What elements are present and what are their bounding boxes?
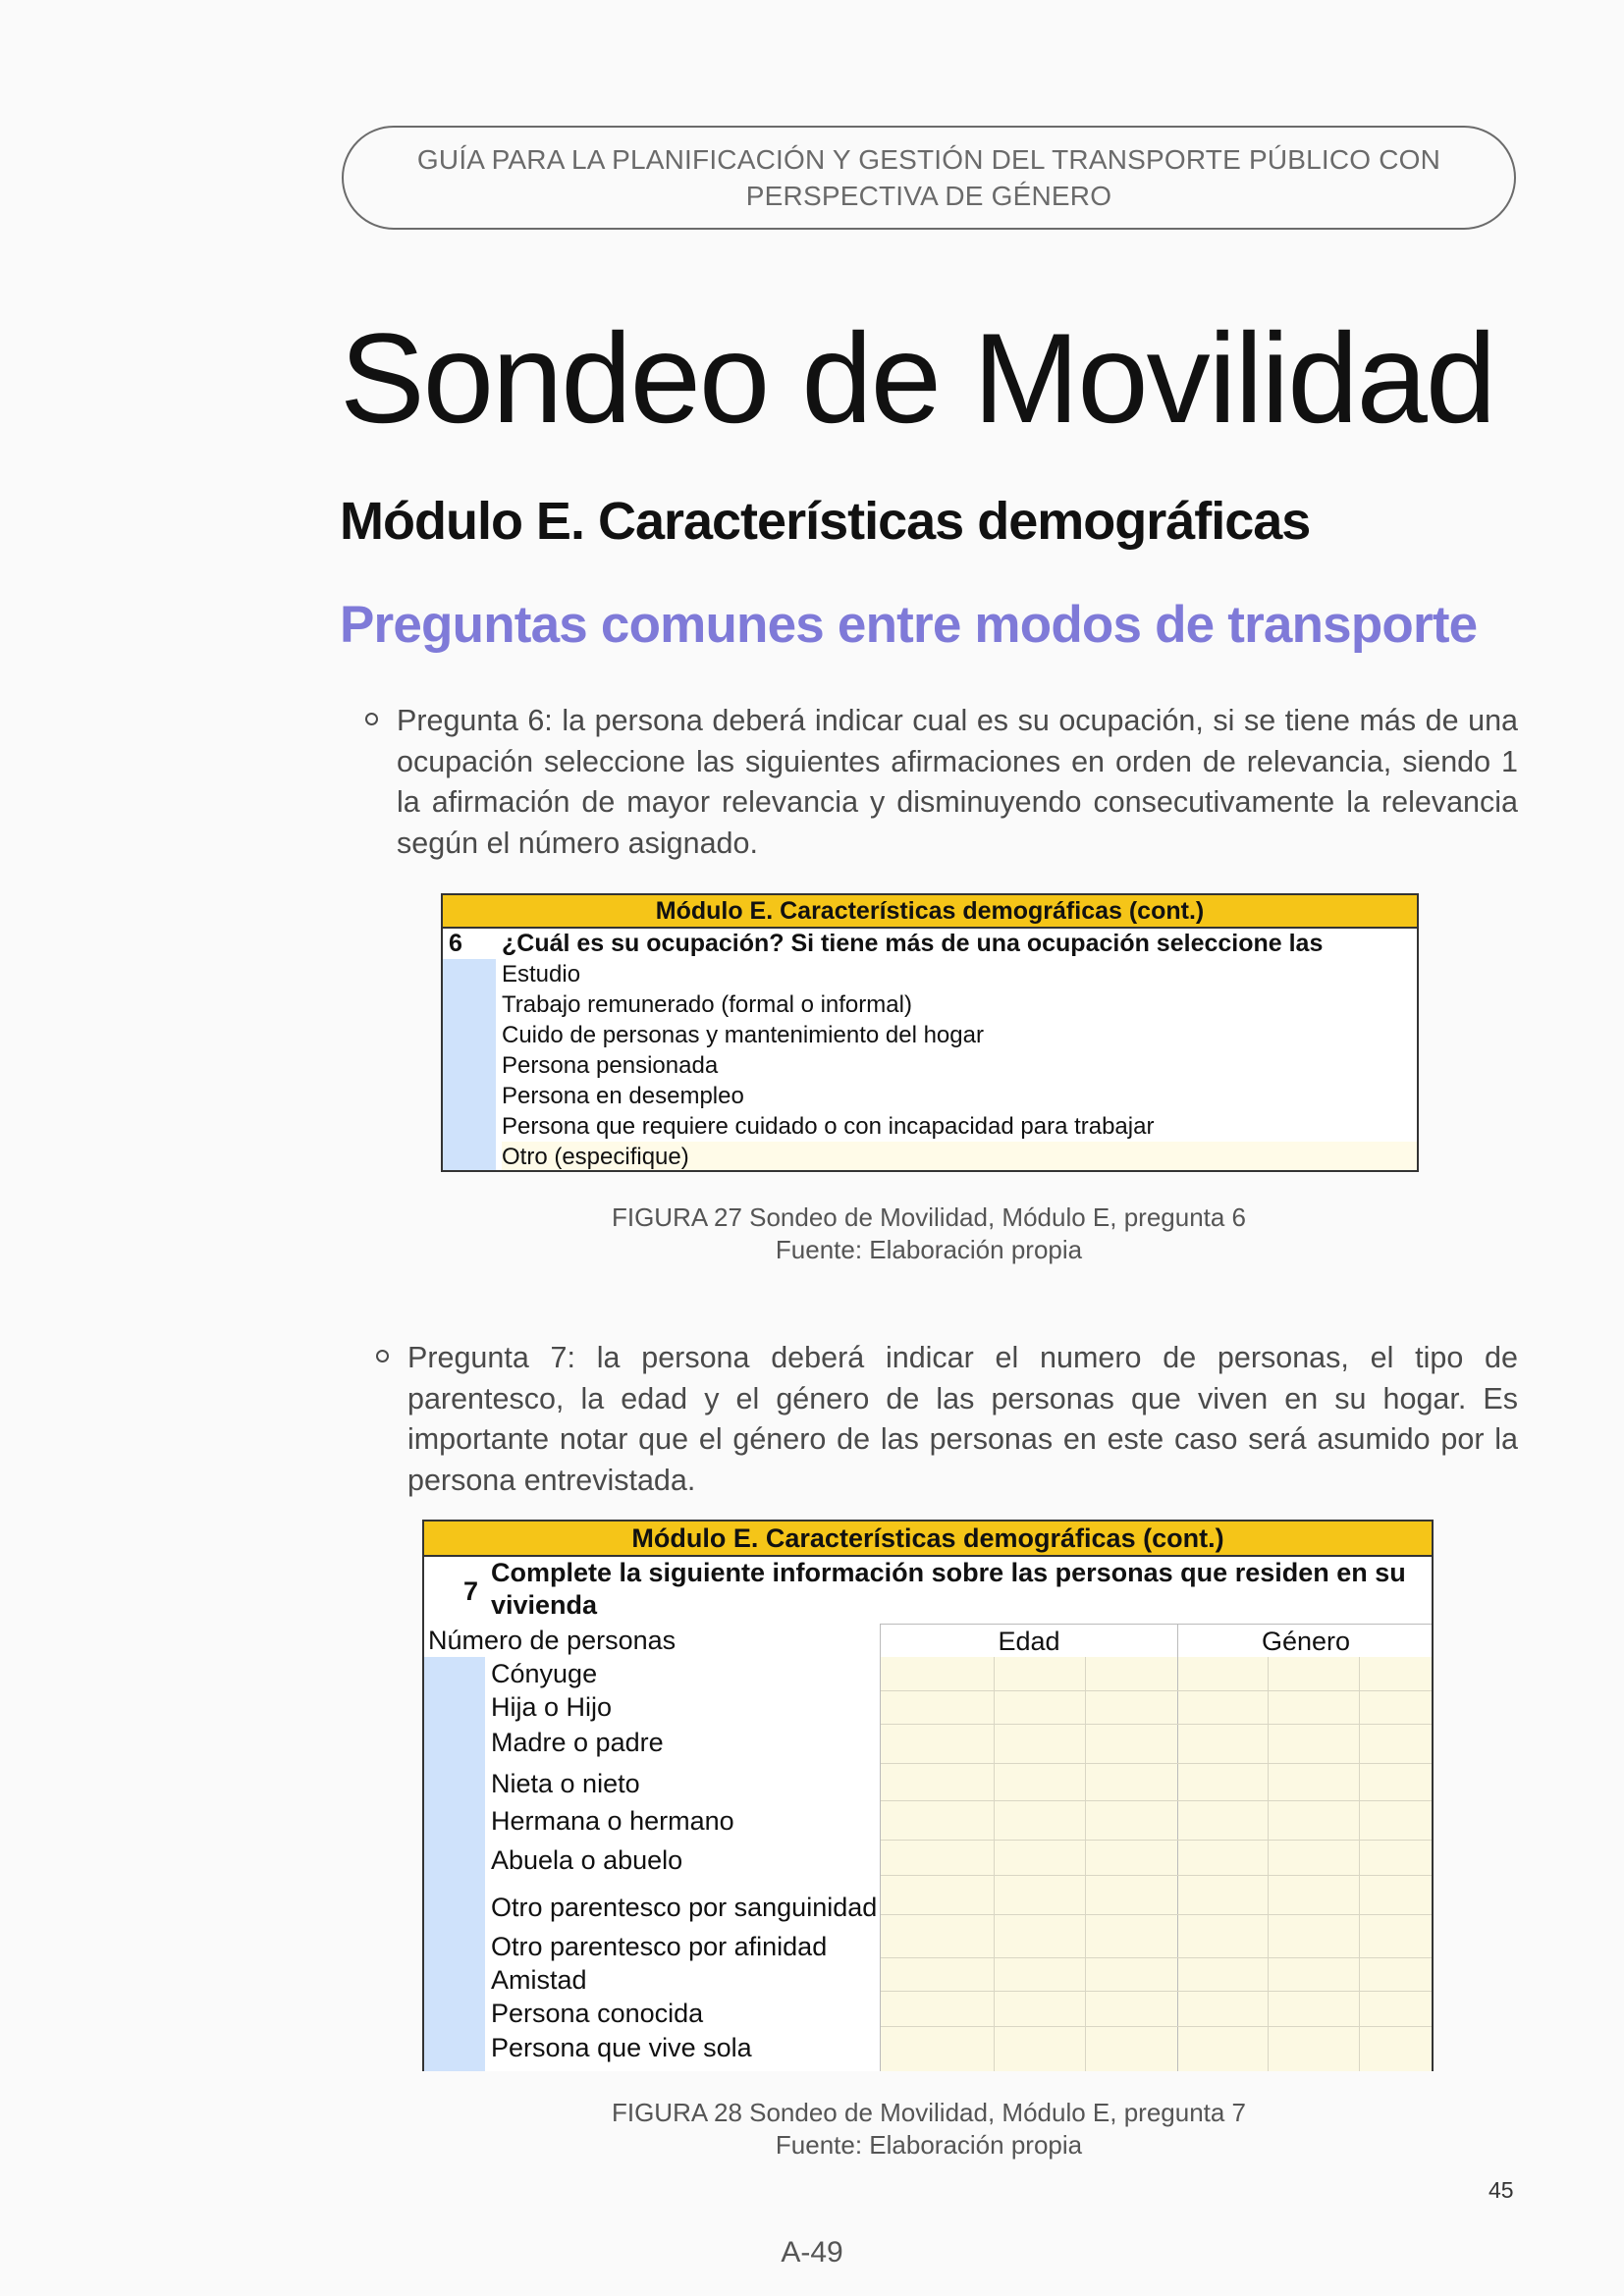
question-number: 7: [463, 1576, 479, 1606]
question-text: Complete la siguiente información sobre las personas que residen en su vivienda: [491, 1558, 1406, 1620]
page-number: 45: [1489, 2177, 1514, 2203]
relation-label: Madre o padre: [491, 1728, 664, 1757]
option-item: Otro (especifique): [502, 1142, 1417, 1172]
answer-input-column: [443, 959, 496, 1170]
cell-divider: [994, 1657, 995, 2071]
option-item: Cuido de personas y mantenimiento del hogar: [502, 1022, 984, 1048]
relation-label: Amistad: [491, 1965, 587, 1995]
figure-28-caption: [342, 2097, 1516, 2162]
relation-label: Hija o Hijo: [491, 1692, 613, 1722]
number-of-persons-label: Número de personas: [428, 1626, 677, 1655]
table-band: Módulo E. Características demográficas (cont.): [424, 1522, 1432, 1557]
caption-source: Fuente: Elaboración propia: [775, 1235, 1083, 1264]
number-input-column: [424, 1657, 485, 2071]
relation-label: Abuela o abuelo: [491, 1845, 683, 1875]
bullet-text: Pregunta 6: la persona deberá indicar cual es su ocupación, si se tiene más de una ocupación seleccione las siguientes afirmaciones en orden de relevancia, siendo 1 la afirmación de mayor relevancia y disminuyendo consecutivamente la relevancia según el número asignado.: [397, 704, 1518, 860]
bullet-circle-icon: [365, 713, 378, 725]
row-divider: [881, 1690, 1432, 1691]
document-header: [342, 126, 1516, 230]
relation-label: Otro parentesco por sanguinidad: [491, 1893, 878, 1922]
row-divider: [881, 1840, 1432, 1841]
option-item: Persona pensionada: [502, 1052, 719, 1079]
column-genero: Género: [1261, 1627, 1351, 1656]
column-divider: [1177, 1625, 1178, 1658]
figure-28-table: [422, 1520, 1434, 2071]
column-edad: Edad: [998, 1627, 1060, 1656]
relation-label: Hermana o hermano: [491, 1806, 734, 1836]
grid-header: [881, 1624, 1432, 1659]
option-item: Persona que requiere cuidado o con incapacidad para trabajar: [502, 1113, 1155, 1140]
page-title: Sondeo de Movilidad: [340, 306, 1495, 450]
column-divider: [1177, 1657, 1178, 2071]
row-divider: [881, 1875, 1432, 1876]
footer-page-number: A-49: [781, 2236, 843, 2269]
row-divider: [881, 1763, 1432, 1764]
header-line-1: GUÍA PARA LA PLANIFICACIÓN Y GESTIÓN DEL TRANSPORTE PÚBLICO CON: [416, 144, 1441, 175]
relation-label: Nieta o nieto: [491, 1769, 640, 1798]
caption-source: Fuente: Elaboración propia: [775, 2130, 1083, 2160]
age-gender-grid: [880, 1624, 1432, 2071]
table-band: Módulo E. Características demográficas (cont.): [443, 895, 1417, 929]
option-item: Persona en desempleo: [502, 1083, 744, 1109]
row-divider: [881, 1800, 1432, 1801]
cell-divider: [1359, 1657, 1360, 2071]
row-divider: [881, 1914, 1432, 1915]
grid-body: [881, 1657, 1432, 2071]
cell-divider: [1085, 1657, 1086, 2071]
module-subtitle: Módulo E. Características demográficas: [340, 492, 1311, 551]
bullet-question-6: [397, 701, 1518, 864]
relation-label: Persona que vive sola: [491, 2033, 752, 2062]
question-number: 6: [449, 930, 462, 957]
bullet-question-7: [407, 1338, 1518, 1501]
bullet-text: Pregunta 7: la persona deberá indicar el numero de personas, el tipo de parentesco, la edad y el género de las personas que viven en su hogar. Es importante notar que el género de las personas en este caso será asumido por la persona entrevistada.: [407, 1341, 1518, 1497]
row-divider: [881, 1724, 1432, 1725]
caption-title: FIGURA 28 Sondeo de Movilidad, Módulo E, pregunta 7: [611, 2098, 1247, 2127]
question-row: [443, 929, 1417, 959]
header-line-2: PERSPECTIVA DE GÉNERO: [745, 181, 1112, 211]
row-divider: [881, 1957, 1432, 1958]
relation-label: Cónyuge: [491, 1659, 598, 1688]
relation-label: Otro parentesco por afinidad: [491, 1932, 828, 1961]
question-text: ¿Cuál es su ocupación? Si tiene más de una ocupación seleccione las: [502, 930, 1324, 957]
figure-27-caption: [342, 1201, 1516, 1266]
relation-label: Persona conocida: [491, 1999, 704, 2028]
bullet-circle-icon: [376, 1350, 389, 1362]
row-divider: [881, 2026, 1432, 2027]
option-item: Trabajo remunerado (formal o informal): [502, 991, 912, 1018]
option-item: Estudio: [502, 961, 581, 988]
cell-divider: [1268, 1657, 1269, 2071]
figure-27-table: [441, 893, 1419, 1172]
caption-title: FIGURA 27 Sondeo de Movilidad, Módulo E, pregunta 6: [611, 1202, 1247, 1232]
row-divider: [881, 1991, 1432, 1992]
option-list: [502, 959, 1417, 1172]
section-title: Preguntas comunes entre modos de transporte: [340, 596, 1478, 654]
